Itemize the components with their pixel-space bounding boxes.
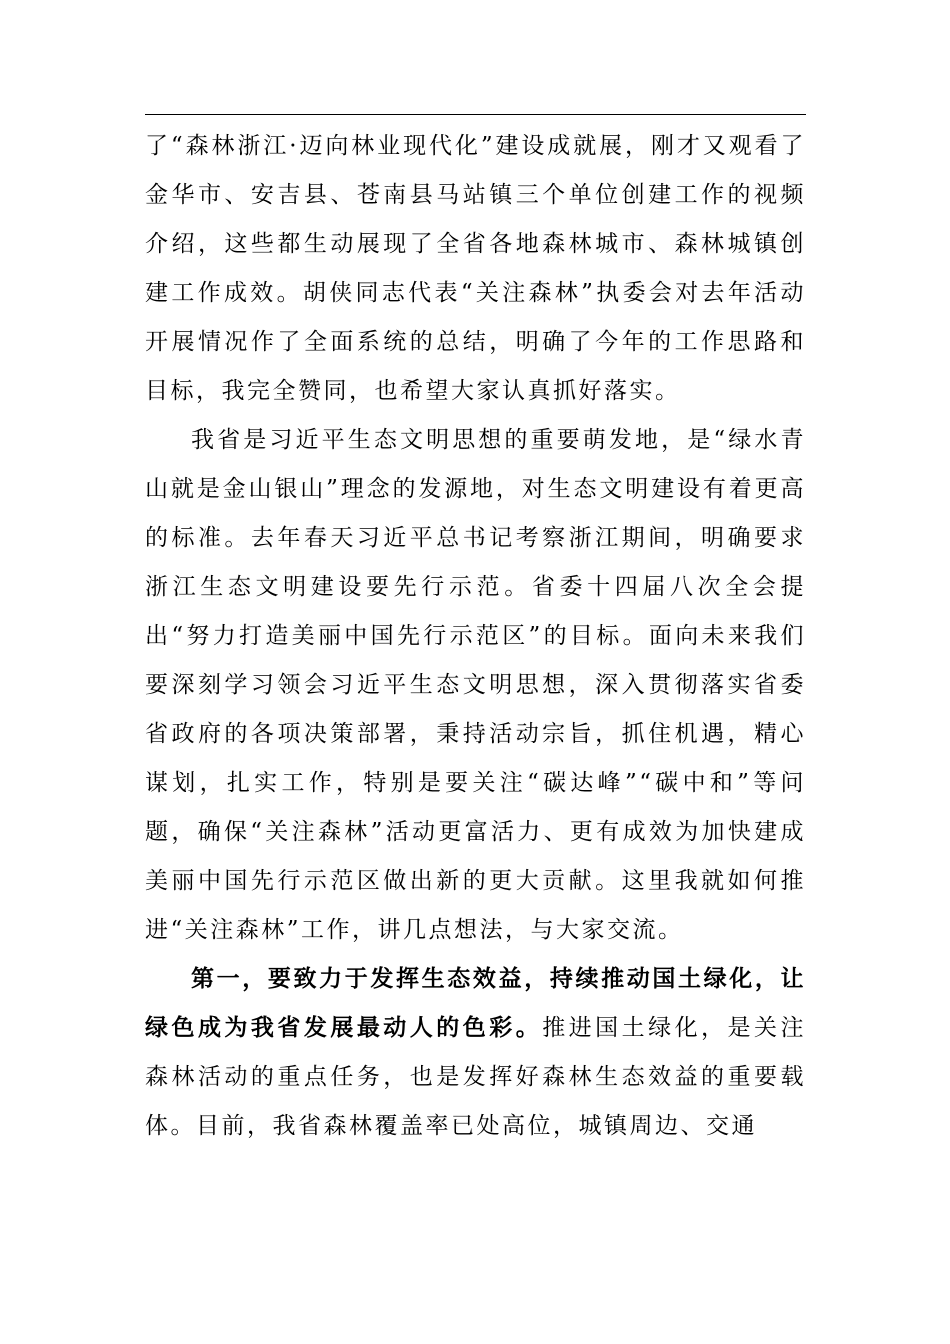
header-rule [145, 114, 806, 115]
paragraph-2-text: 我省是习近平生态文明思想的重要萌发地，是“绿水青山就是金山银山”理念的发源地，对生态文明建设有着更高的标准。去年春天习近平总书记考察浙江期间，明确要求浙江生态文明建设要先行示范。省委十四届八次全会提出“努力打造美丽中国先行示范区”的目标。面向未来我们要深刻学习领会习近平生态文明思想，深入贯彻落实省委省政府的各项决策部署，秉持活动宗旨，抓住机遇，精心谋划，扎实工作，特别是要关注“碳达峰”“碳中和”等问题，确保“关注森林”活动更富活力、更有成效为加快建成美丽中国先行示范区做出新的更大贡献。这里我就如何推进“关注森林”工作，讲几点想法，与大家交流。 [145, 427, 806, 943]
paragraph-3 [145, 955, 806, 1151]
document-body [145, 122, 806, 1151]
paragraph-3-lead: 第一，要致力于发挥生态效益，持续推动国土绿化，让绿色成为我省发展最动人的色彩。 [145, 966, 806, 1041]
paragraph-1 [145, 122, 806, 416]
paragraph-3-text: 推进国土绿化，是关注森林活动的重点任务，也是发挥好森林生态效益的重要载体。目前，我省森林覆盖率已处高位，城镇周边、交通 [145, 1015, 807, 1139]
paragraph-2 [145, 416, 806, 955]
paragraph-1-text: 了“森林浙江·迈向林业现代化”建设成就展，刚才又观看了金华市、安吉县、苍南县马站镇三个单位创建工作的视频介绍，这些都生动展现了全省各地森林城市、森林城镇创建工作成效。胡侠同志代表“关注森林”执委会对去年活动开展情况作了全面系统的总结，明确了今年的工作思路和目标，我完全赞同，也希望大家认真抓好落实。 [145, 133, 806, 404]
